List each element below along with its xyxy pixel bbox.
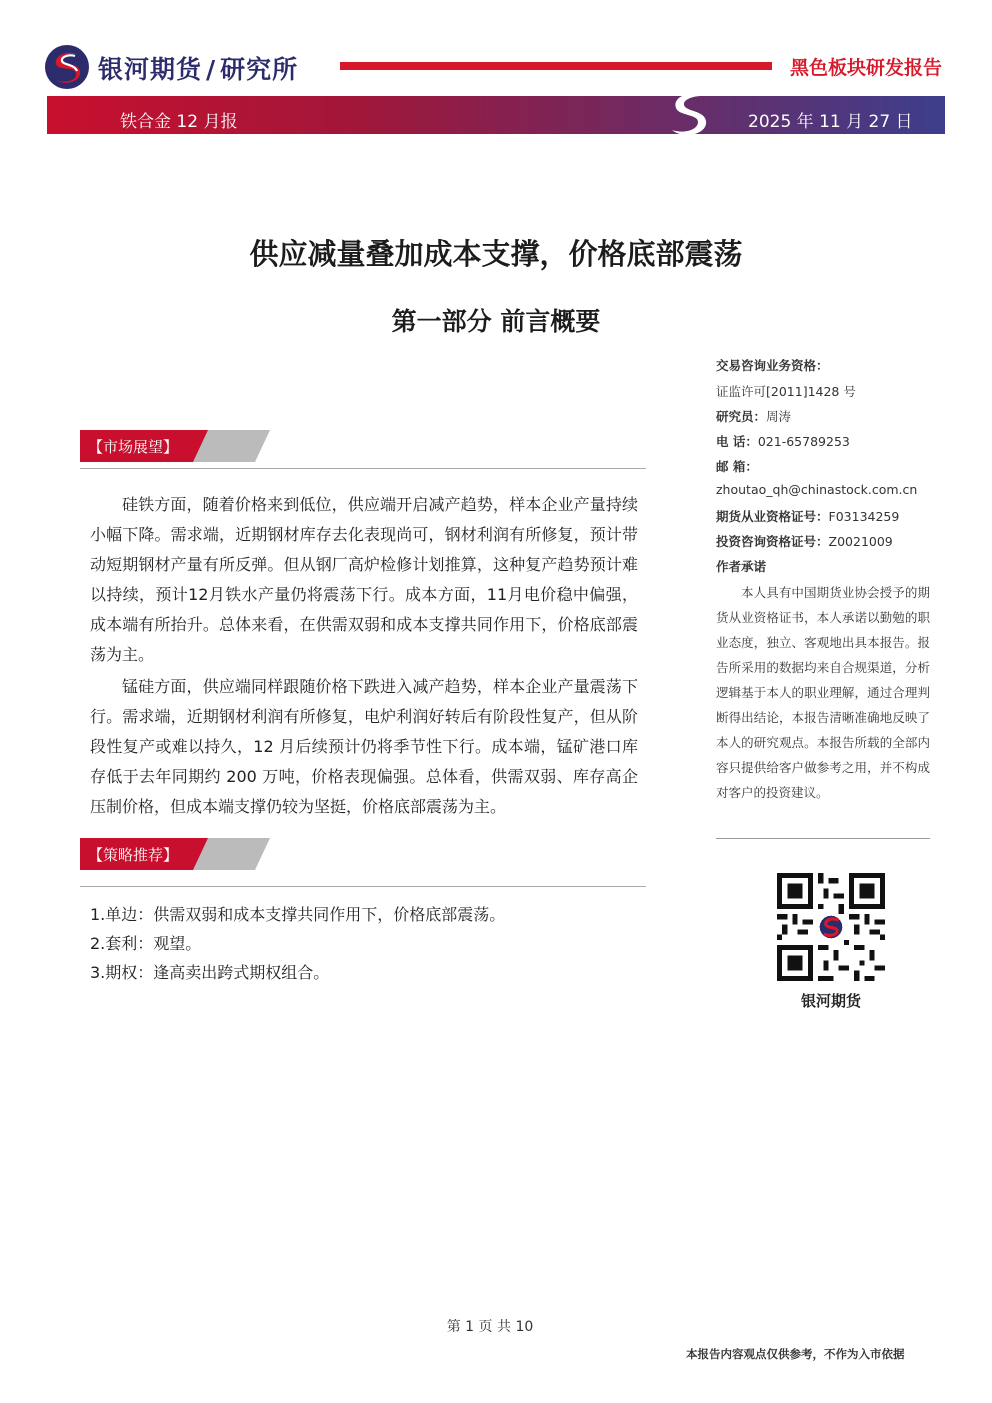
qr-code-icon[interactable] xyxy=(777,873,885,981)
strategy-item-single: 1.单边：供需双弱和成本支撑共同作用下，价格底部震荡。 xyxy=(90,905,506,924)
researcher-label: 研究员： xyxy=(716,409,767,424)
footer-disclaimer: 本报告内容观点仅供参考，不作为入市依据 xyxy=(686,1347,905,1361)
section-title: 第一部分 前言概要 xyxy=(391,307,601,336)
pledge-text: 本人具有中国期货业协会授予的期货从业资格证书，本人承诺以勤勉的职业态度，独立、客观地出具本报告。报告所采用的数据均来自合规渠道，分析逻辑基于本人的职业理解，通过合理判断得出结论，本报告清晰准确地反映了本人的研究观点。本报告所载的全部内容只提供给客户做参考之用，并不构成对客户的投资建议。 xyxy=(716,585,930,800)
futures-cert-label: 期货从业资格证号： xyxy=(716,509,829,524)
phone-label: 电 话： xyxy=(716,434,758,449)
strategy-item-arbitrage: 2.套利：观望。 xyxy=(90,934,202,953)
report-title: 供应减量叠加成本支撑，价格底部震荡 xyxy=(249,237,743,271)
market-outlook-tag xyxy=(80,430,280,462)
header-red-line xyxy=(340,62,772,70)
sidebar-divider xyxy=(716,838,930,839)
qualification-value: 证监许可[2011]1428 号 xyxy=(716,384,856,399)
institute-name: 研究所 xyxy=(220,55,299,84)
qr-caption: 银河期货 xyxy=(800,992,861,1010)
invest-cert-value: Z0021009 xyxy=(828,534,893,549)
invest-cert-label: 投资咨询资格证号： xyxy=(716,534,829,549)
company-name: 银河期货 xyxy=(98,55,203,84)
report-date: 2025 年 11 月 27 日 xyxy=(748,112,913,132)
company-brand xyxy=(98,50,298,86)
banner-s-mark-icon xyxy=(664,90,712,140)
strategy-divider xyxy=(80,886,646,887)
researcher-name: 周涛 xyxy=(766,409,792,424)
report-type: 黑色板块研发报告 xyxy=(790,57,943,79)
strategy-item-options: 3.期权：逢高卖出跨式期权组合。 xyxy=(90,963,330,982)
strategy-tag xyxy=(80,838,280,870)
email-value[interactable]: zhoutao_qh@chinastock.com.cn xyxy=(716,482,918,497)
outlook-paragraph-ferrosilicon: 硅铁方面，随着价格来到低位，供应端开启减产趋势，样本企业产量持续小幅下降。需求端，近期钢材库存去化表现尚可，钢材利润有所修复，预计带动短期钢材产量有所反弹。但从钢厂高炉检修计划推算，这种复产趋势预计难以持续，预计12月铁水产量仍将震荡下行。成本方面，11月电价稳中偏强，成本端有所抬升。总体来看，在供需双弱和成本支撑共同作用下，价格底部震荡为主。 xyxy=(90,495,638,664)
pledge-label: 作者承诺 xyxy=(716,559,767,574)
email-label: 邮 箱： xyxy=(716,459,758,474)
galaxy-logo-icon xyxy=(44,44,90,90)
report-subject: 铁合金 12 月报 xyxy=(120,112,238,132)
futures-cert-value: F03134259 xyxy=(828,509,900,524)
page-number: 第 1 页 共 10 xyxy=(446,1319,534,1335)
analyst-sidebar xyxy=(716,356,930,836)
qualification-label: 交易咨询业务资格： xyxy=(716,358,829,373)
brand-slash: / xyxy=(206,55,217,84)
strategy-label: 【策略推荐】 xyxy=(88,846,179,864)
market-outlook-divider xyxy=(80,468,646,469)
strategy-list xyxy=(90,900,650,987)
phone-value: 021-65789253 xyxy=(757,434,850,449)
market-outlook-label: 【市场展望】 xyxy=(88,438,179,456)
outlook-paragraph-silicomanganese: 锰硅方面，供应端同样跟随价格下跌进入减产趋势，样本企业产量震荡下行。需求端，近期钢材利润有所修复，电炉利润好转后有阶段性复产，但从阶段性复产或难以持久，12 月后续预计仍将季节性下行。成本端，锰矿港口库存低于去年同期约 200 万吨，价格表现偏强。总体看，供需双弱、库存高企压制价格，但成本端支撑仍较为坚挺，价格底部震荡为主。 xyxy=(90,677,638,816)
